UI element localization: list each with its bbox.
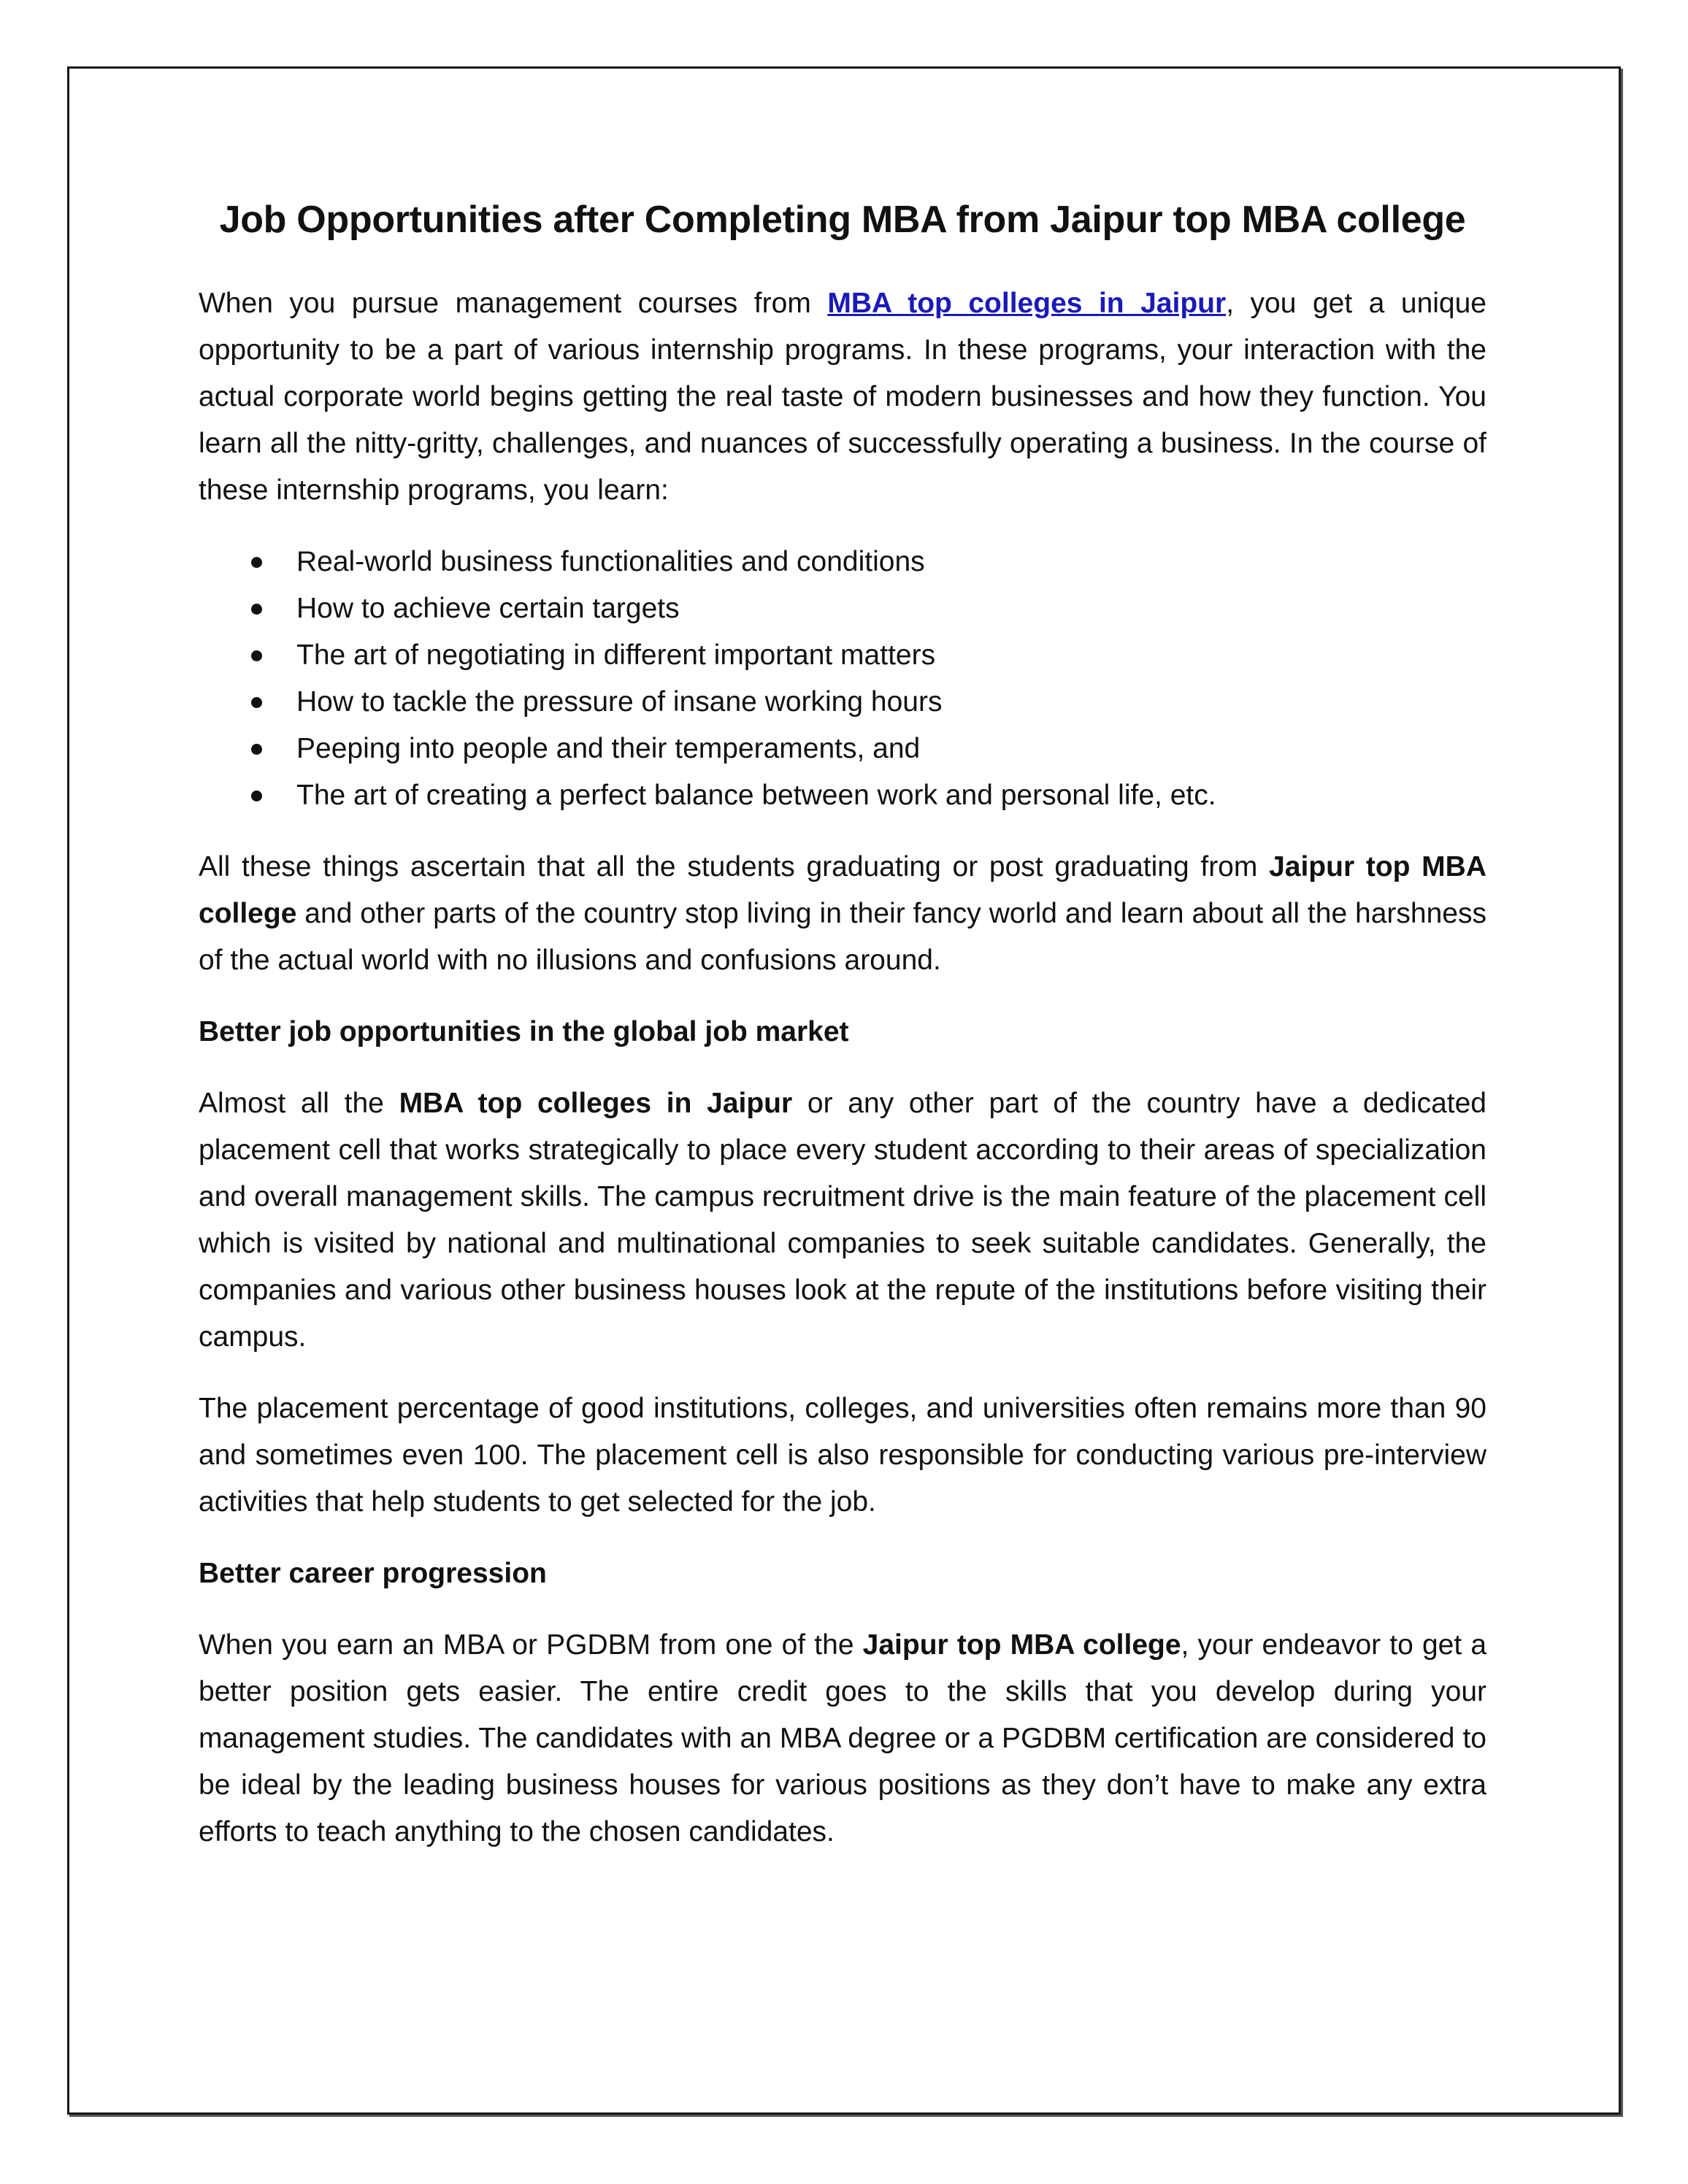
career-paragraph	[199, 1622, 1486, 1856]
list-item: The art of negotiating in different important matters	[199, 632, 1486, 679]
section-heading-career-progression: Better career progression	[199, 1558, 547, 1590]
bold-phrase: Jaipur top MBA college	[199, 851, 1486, 930]
document-body	[199, 197, 1486, 1880]
list-item: How to achieve certain targets	[199, 585, 1486, 632]
paragraph-text: All these things ascertain that all the students graduating or post graduating from	[199, 851, 1270, 883]
list-item: How to tackle the pressure of insane working hours	[199, 679, 1486, 726]
list-item: Peeping into people and their temperaments, and	[199, 726, 1486, 772]
intro-text-start: When you pursue management courses from	[199, 288, 828, 320]
students-paragraph	[199, 844, 1486, 984]
paragraph-text: When you earn an MBA or PGDBM from one of the	[199, 1629, 863, 1661]
mba-colleges-link[interactable]: MBA top colleges in Jaipur	[827, 288, 1227, 320]
paragraph-text: and other parts of the country stop living in their fancy world and learn about all the harshness of the actual world with no illusions and confusions around.	[199, 898, 1486, 977]
bold-phrase: Jaipur top MBA college	[862, 1629, 1181, 1661]
intro-text-end: , you get a unique opportunity to be a part of various internship programs. In these programs, your interaction with the actual corporate world begins getting the real taste of modern businesses and how they function. You learn all the nitty-gritty, challenges, and nuances of successfully operating a business. In the course of these internship programs, you learn:	[199, 288, 1487, 507]
document-title: Job Opportunities after Completing MBA from Jaipur top MBA college	[219, 199, 1466, 241]
placement-cell-paragraph	[199, 1080, 1486, 1361]
list-item: The art of creating a perfect balance between work and personal life, etc.	[199, 772, 1486, 819]
bold-phrase: MBA top colleges in Jaipur	[399, 1088, 793, 1120]
placement-percentage-paragraph: The placement percentage of good institutions, colleges, and universities often remains more than 90 and sometimes even 100. The placement cell is also responsible for conducting various pre-interview activities that help students to get selected for the job.	[199, 1393, 1486, 1518]
paragraph-text: , your endeavor to get a better position gets easier. The entire credit goes to the skills that you develop during your management studies. The candidates with an MBA degree or a PGDBM certification are considered to be ideal by the leading business houses for various positions as they don’t have to make any extra efforts to teach anything to the chosen candidates.	[199, 1629, 1487, 1848]
paragraph-text: or any other part of the country have a dedicated placement cell that works strategically to place every student according to their areas of specialization and overall management skills. The campus recruitment drive is the main feature of the placement cell which is visited by national and multinational companies to seek suitable candidates. Generally, the companies and various other business houses look at the repute of the institutions before visiting their campus.	[199, 1088, 1486, 1353]
list-item: Real-world business functionalities and conditions	[199, 539, 1486, 585]
intro-paragraph	[199, 280, 1486, 514]
learning-list	[199, 539, 1486, 819]
section-heading-job-opportunities: Better job opportunities in the global job market	[199, 1016, 849, 1048]
paragraph-text: Almost all the	[199, 1088, 399, 1120]
